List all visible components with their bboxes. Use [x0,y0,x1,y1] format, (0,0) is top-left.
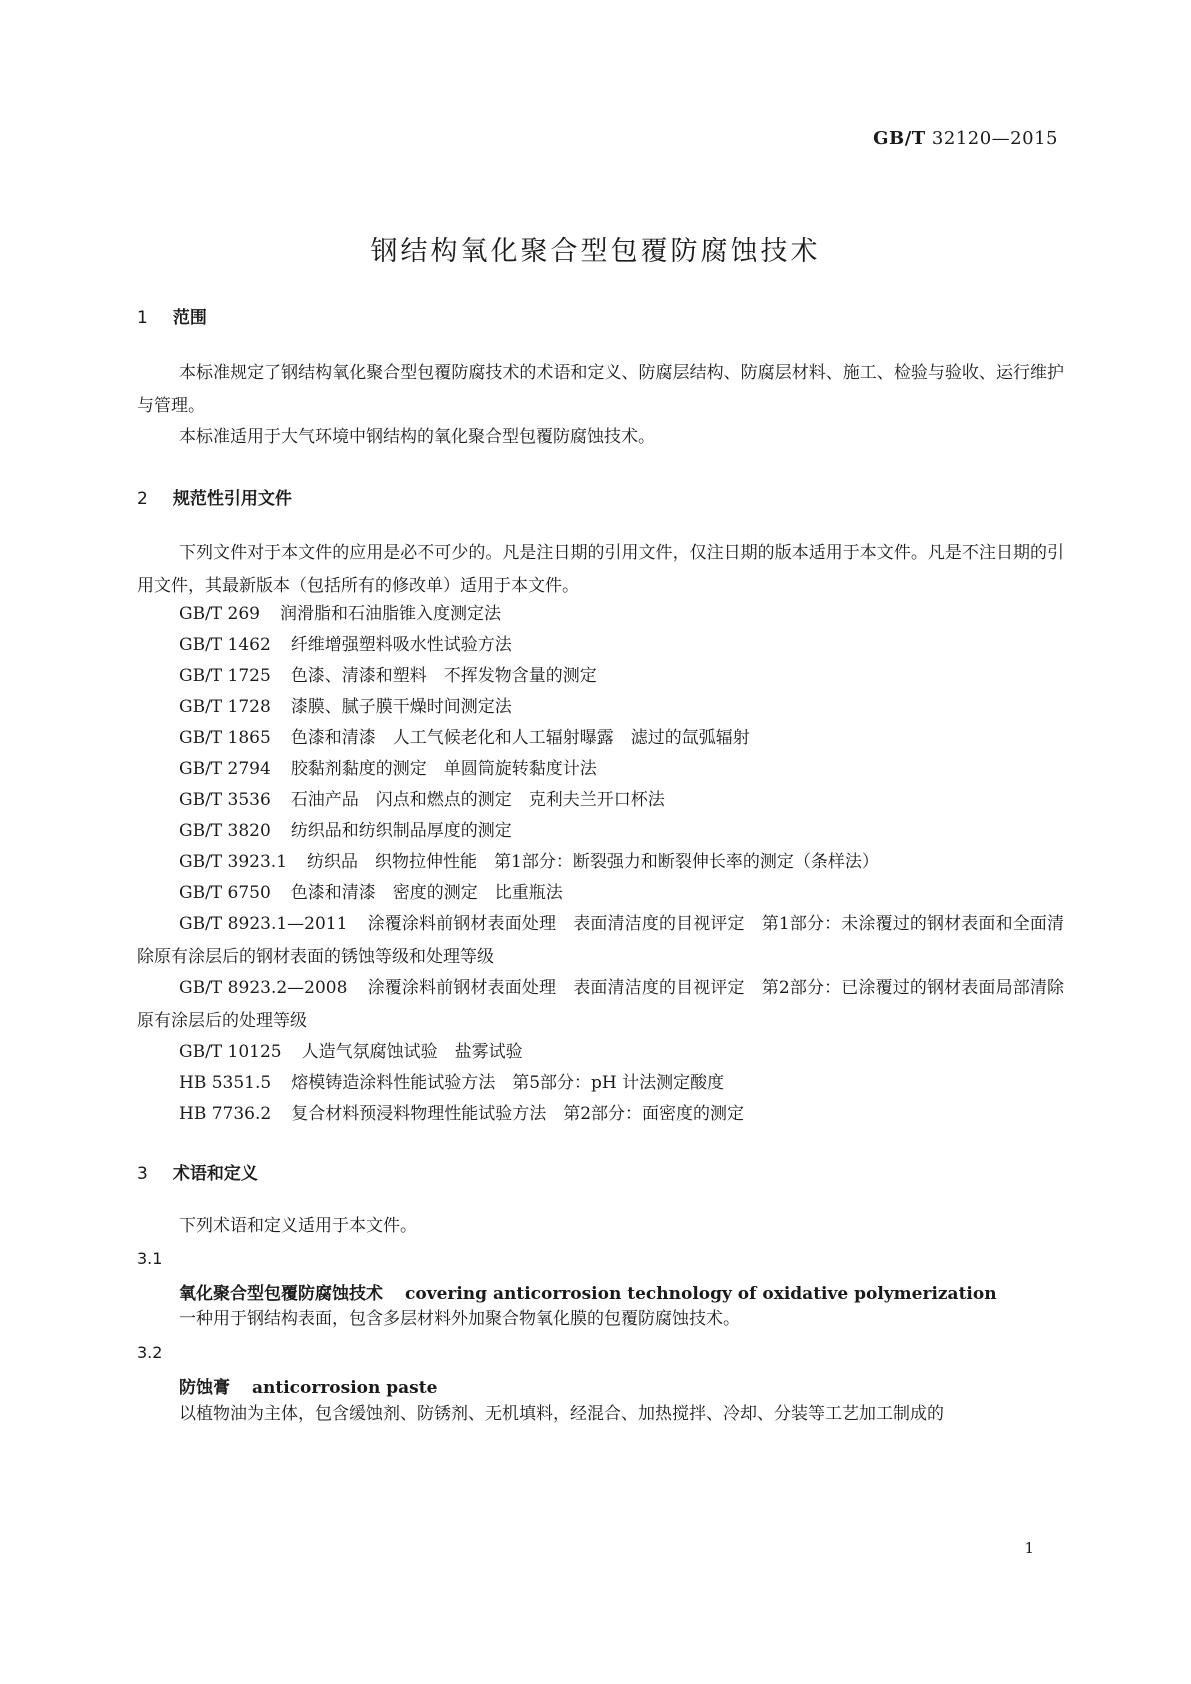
reference-code: HB 5351.5 [179,1073,272,1093]
standard-prefix: GB/T [873,128,926,149]
reference-code: GB/T 1462 [179,635,271,655]
reference-item-long [137,908,1064,974]
page-number: 1 [1024,1539,1034,1557]
term-definition: 一种用于钢结构表面，包含多层材料外加聚合物氧化膜的包覆防腐蚀技术。 [179,1309,740,1329]
reference-title: 色漆和清漆 密度的测定 比重瓶法 [290,883,563,903]
reference-item [179,1067,724,1100]
reference-code: GB/T 6750 [179,883,271,903]
section-2-heading [137,484,292,509]
reference-title: 纺织品 织物拉伸性能 第1部分：断裂强力和断裂伸长率的测定（条样法） [307,852,879,872]
reference-title: 熔模铸造涂料性能试验方法 第5部分：pH 计法测定酸度 [291,1073,725,1093]
reference-item [179,598,501,631]
term-chinese: 防蚀膏 [179,1378,230,1398]
reference-item-long [137,972,1064,1038]
paragraph-text: 下列术语和定义适用于本文件。 [179,1216,417,1236]
reference-item [179,1098,744,1131]
reference-title: 石油产品 闪点和燃点的测定 克利夫兰开口杯法 [290,790,665,810]
scope-paragraph-1 [137,357,1064,423]
reference-title: 涂覆涂料前钢材表面处理 表面清洁度的目视评定 第1部分：未涂覆过的钢材表面和全面清除原有涂层后的钢材表面的锈蚀等级和处理等级 [137,914,1064,967]
reference-title: 色漆和清漆 人工气候老化和人工辐射曝露 滤过的氙弧辐射 [290,728,750,748]
term-heading [179,1373,437,1398]
standard-number: 32120—2015 [931,128,1058,149]
reference-title: 胶黏剂黏度的测定 单圆筒旋转黏度计法 [290,759,597,779]
section-title: 规范性引用文件 [172,489,292,509]
section-title: 范围 [172,308,207,328]
reference-title: 纤维增强塑料吸水性试验方法 [290,635,512,655]
terms-intro [137,1210,1064,1243]
reference-code: GB/T 3536 [179,790,271,810]
section-number: 2 [137,489,148,509]
reference-code: GB/T 1728 [179,697,271,717]
reference-title: 涂覆涂料前钢材表面处理 表面清洁度的目视评定 第2部分：已涂覆过的钢材表面局部清除原有涂层后的处理等级 [137,978,1064,1031]
reference-title: 人造气氛腐蚀试验 盐雾试验 [301,1042,523,1062]
reference-item [179,784,665,817]
references-intro [137,537,1064,603]
reference-code: GB/T 3923.1 [179,852,288,872]
term-english: covering anticorrosion technology of oxidative polymerization [405,1284,997,1304]
term-chinese: 氧化聚合型包覆防腐蚀技术 [179,1284,383,1304]
reference-title: 色漆、清漆和塑料 不挥发物含量的测定 [290,666,597,686]
document-title: 钢结构氧化聚合型包覆防腐蚀技术 [370,236,821,267]
reference-code: GB/T 8923.1—2011 [179,914,348,934]
reference-item [179,815,512,848]
reference-code: GB/T 10125 [179,1042,282,1062]
reference-code: GB/T 269 [179,604,260,624]
reference-code: HB 7736.2 [179,1104,272,1124]
reference-code: GB/T 8923.2—2008 [179,978,348,998]
reference-item [179,660,597,693]
term-definition: 以植物油为主体，包含缓蚀剂、防锈剂、无机填料，经混合、加热搅拌、冷却、分装等工艺加工制成的 [179,1404,944,1424]
section-number: 3 [137,1164,148,1184]
reference-item [179,1036,523,1069]
paragraph-text: 本标准适用于大气环境中钢结构的氧化聚合型包覆防腐蚀技术。 [179,427,655,447]
section-number: 1 [137,308,148,328]
reference-item [179,877,563,910]
term-number: 3.2 [137,1343,163,1362]
section-title: 术语和定义 [172,1164,258,1184]
reference-title: 复合材料预浸料物理性能试验方法 第2部分：面密度的测定 [291,1104,745,1124]
term-heading [179,1279,997,1304]
reference-code: GB/T 3820 [179,821,271,841]
paragraph-text: 本标准规定了钢结构氧化聚合型包覆防腐技术的术语和定义、防腐层结构、防腐层材料、施工、检验与验收、运行维护与管理。 [137,363,1064,416]
reference-item [179,846,879,879]
reference-title: 漆膜、腻子膜干燥时间测定法 [290,697,512,717]
standard-code [873,128,1058,149]
reference-code: GB/T 1865 [179,728,271,748]
section-1-heading [137,303,207,328]
reference-code: GB/T 2794 [179,759,271,779]
reference-item [179,629,512,662]
term-number: 3.1 [137,1249,163,1268]
paragraph-text: 下列文件对于本文件的应用是必不可少的。凡是注日期的引用文件，仅注日期的版本适用于本文件。凡是不注日期的引用文件，其最新版本（包括所有的修改单）适用于本文件。 [137,543,1064,596]
reference-item [179,691,512,724]
section-3-heading [137,1159,258,1184]
reference-item [179,722,750,755]
reference-title: 润滑脂和石油脂锥入度测定法 [280,604,501,624]
reference-code: GB/T 1725 [179,666,271,686]
reference-title: 纺织品和纺织制品厚度的测定 [290,821,512,841]
scope-paragraph-2 [137,421,1064,454]
term-english: anticorrosion paste [252,1378,438,1398]
reference-item [179,753,597,786]
